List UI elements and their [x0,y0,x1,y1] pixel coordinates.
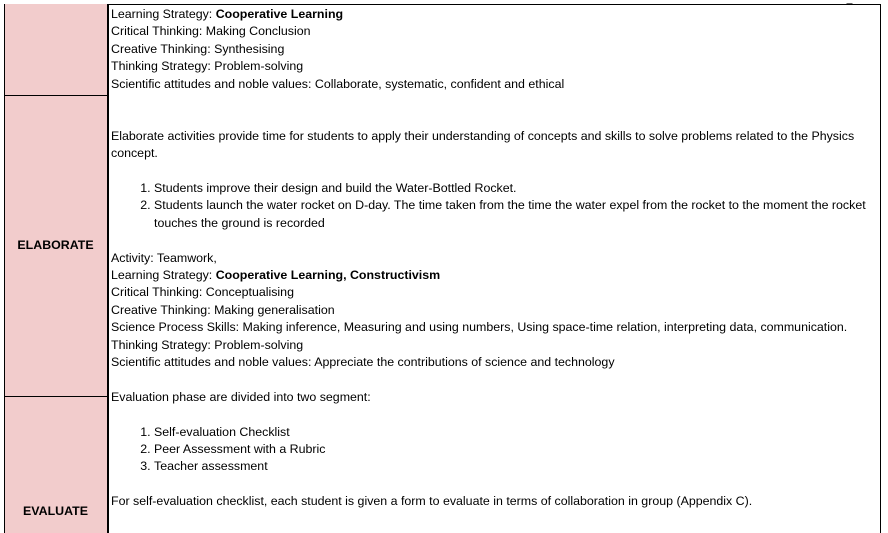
self-evaluation-text: For self-evaluation checklist, each student is given a form to evaluate in terms of collaboration in group (Appendix C). [111,494,753,509]
list-item: 1. Students improve their design and build the Water-Bottled Rocket. [154,180,876,197]
elaborate-steps [111,180,876,232]
elaborate-label: ELABORATE [17,238,94,252]
scientific-attitudes-line: Scientific attitudes and noble values: Appreciate the contributions of science and technology [111,355,615,370]
creative-thinking-line: Creative Thinking: Making generalisation [111,302,335,317]
activity-line: Activity: Teamwork, [111,250,217,265]
list-item: 2. Peer Assessment with a Rubric [154,441,876,458]
table-right-border [880,4,881,533]
thinking-strategy-line: Thinking Strategy: Problem-solving [111,337,304,352]
phase-row-divider [4,396,108,397]
creative-thinking-line: Creative Thinking: Synthesising [111,41,285,56]
critical-thinking-line: Critical Thinking: Conceptualising [111,285,294,300]
critical-thinking-line: Critical Thinking: Making Conclusion [111,24,311,39]
evaluate-segments [111,424,876,476]
list-item: 2. Students launch the water rocket on D-day. The time taken from the time the water expel from the rocket to the moment the rocket touches the ground is recorded [154,197,876,232]
scientific-attitudes-line: Scientific attitudes and noble values: Collaborate, systematic, confident and ethical [111,76,565,91]
evaluate-label: EVALUATE [23,504,88,518]
evaluate-intro: Evaluation phase are divided into two segment: [111,389,371,404]
list-item: 3. Teacher assessment [154,458,876,475]
list-item: 1. Self-evaluation Checklist [154,424,876,441]
learning-strategy-line: Learning Strategy: Cooperative Learning, Constructivism [111,268,441,283]
thinking-strategy-line: Thinking Strategy: Problem-solving [111,59,304,74]
column-divider [107,4,109,533]
learning-strategy-line: Learning Strategy: Cooperative Learning [111,7,344,21]
elaborate-intro: Elaborate activities provide time for students to apply their understanding of concepts and skills to solve problems related to the Physics concept. [111,128,855,161]
phase-column [4,4,108,533]
content-column [111,6,876,511]
table-top-border [4,4,881,5]
science-process-skills-line: Science Process Skills: Making inference, Measuring and using numbers, Using space-time relation, interpreting data, communication. [111,320,848,335]
phase-row-divider [4,95,108,96]
